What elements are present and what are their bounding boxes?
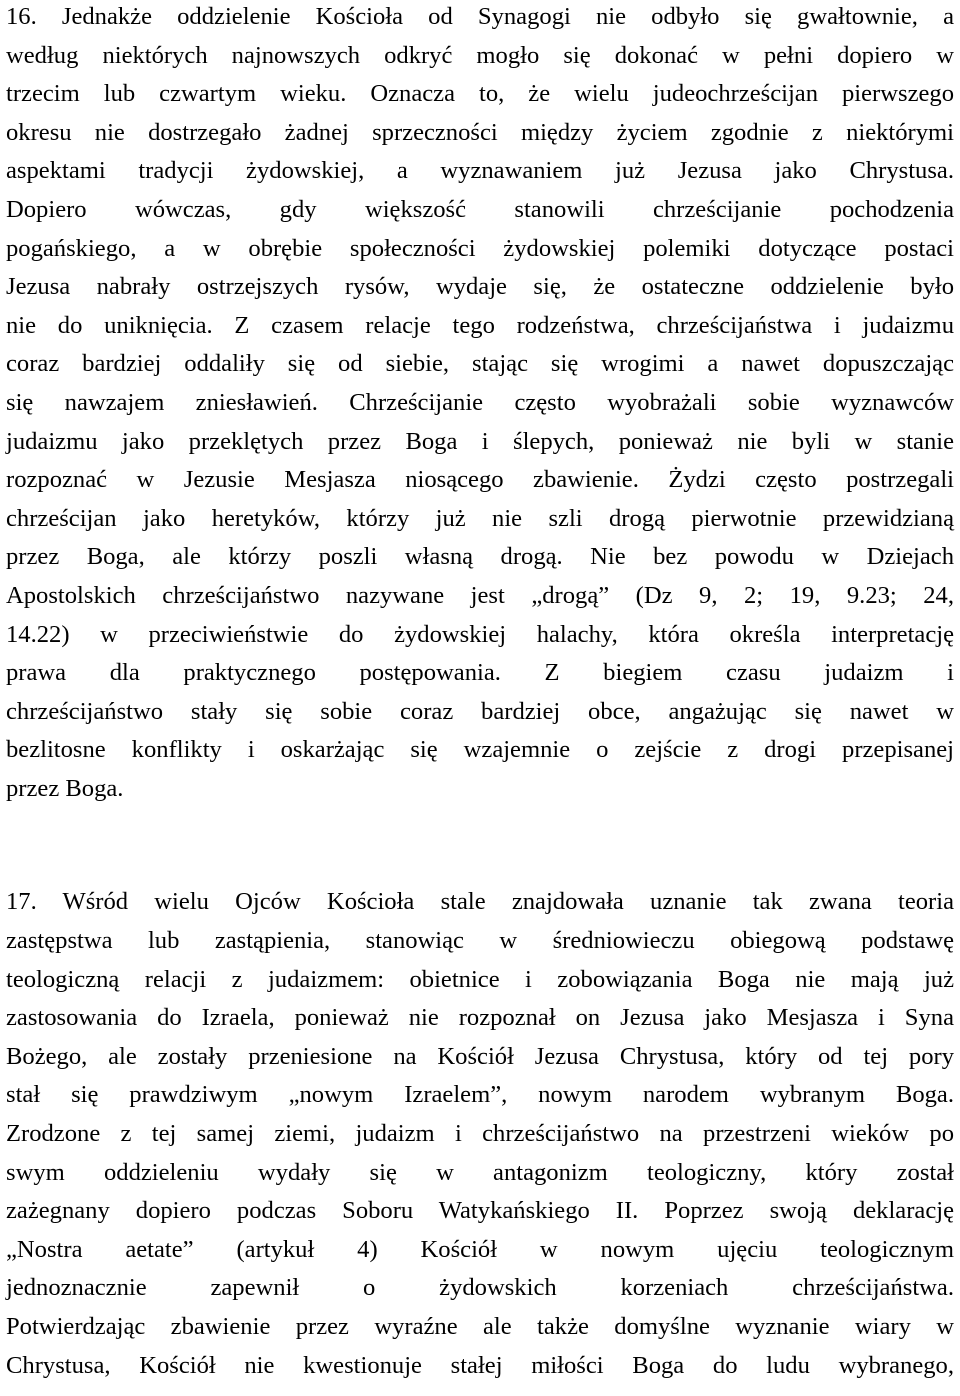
text-line: 14.22) w przeciwieństwie do żydowskiej halachy, która określa interpretację bbox=[6, 620, 954, 648]
text-line: Apostolskich chrześcijaństwo nazywane jest „drogą” (Dz 9, 2; 19, 9.23; 24, bbox=[6, 581, 954, 609]
text-line: teologiczną relacji z judaizmem: obietnice i zobowiązania Boga nie mają już bbox=[6, 965, 954, 993]
text-line: jednoznacznie zapewnił o żydowskich korzeniach chrześcijaństwa. bbox=[6, 1274, 954, 1302]
text-line: Chrystusa, Kościół nie kwestionuje stałej miłości Boga do ludu wybranego, bbox=[6, 1351, 954, 1379]
text-line: „Nostra aetate” (artykuł 4) Kościół w nowym ujęciu teologicznym bbox=[6, 1235, 954, 1263]
text-line: zastępstwa lub zastąpienia, stanowiąc w średniowieczu obiegową podstawę bbox=[6, 927, 954, 955]
text-line: stał się prawdziwym „nowym Izraelem”, nowym narodem wybranym Boga. bbox=[6, 1081, 954, 1109]
text-line: rozpoznać w Jezusie Mesjasza niosącego zbawienie. Żydzi często postrzegali bbox=[6, 466, 954, 494]
text-line: Zrodzone z tej samej ziemi, judaizm i chrześcijaństwo na przestrzeni wieków po bbox=[6, 1120, 954, 1148]
text-line: Potwierdzając zbawienie przez wyraźne ale także domyślne wyznanie wiary w bbox=[6, 1313, 954, 1340]
text-line: swym oddzieleniu wydały się w antagonizm teologiczny, który został bbox=[6, 1158, 954, 1186]
text-line: trzecim lub czwartym wieku. Oznacza to, że wielu judeochrześcijan pierwszego bbox=[6, 80, 954, 108]
text-line: 16. Jednakże oddzielenie Kościoła od Synagogi nie odbyło się gwałtownie, a bbox=[6, 3, 954, 30]
text-line: przez Boga, ale którzy poszli własną drogą. Nie bez powodu w Dziejach bbox=[6, 543, 954, 571]
document-page bbox=[6, 0, 954, 1385]
text-line: Dopiero wówczas, gdy większość stanowili chrześcijanie pochodzenia bbox=[6, 195, 954, 223]
text-line: chrześcijaństwo stały się sobie coraz bardziej obce, angażując się nawet w bbox=[6, 697, 954, 725]
paragraph-16 bbox=[6, 0, 954, 808]
text-line: Jezusa nabrały ostrzejszych rysów, wydaje się, że ostateczne oddzielenie było bbox=[6, 273, 954, 301]
text-line: według niektórych najnowszych odkryć mogło się dokonać w pełni dopiero w bbox=[6, 41, 954, 69]
text-line: prawa dla praktycznego postępowania. Z biegiem czasu judaizm i bbox=[6, 659, 954, 687]
text-line: pogańskiego, a w obrębie społeczności żydowskiej polemiki dotyczące postaci bbox=[6, 234, 954, 262]
text-line: się nawzajem zniesławień. Chrześcijanie często wyobrażali sobie wyznawców bbox=[6, 388, 954, 416]
text-line: przez Boga. bbox=[6, 774, 124, 802]
text-line: judaizmu jako przeklętych przez Boga i ślepych, ponieważ nie byli w stanie bbox=[6, 427, 954, 455]
text-line: bezlitosne konflikty i oskarżając się wzajemnie o zejście z drogi przepisanej bbox=[6, 736, 954, 764]
text-line: aspektami tradycji żydowskiej, a wyznawaniem już Jezusa jako Chrystusa. bbox=[6, 157, 954, 185]
text-line: okresu nie dostrzegało żadnej sprzeczności między życiem zgodnie z niektórymi bbox=[6, 118, 954, 146]
text-line: zastosowania do Izraela, ponieważ nie rozpoznał on Jezusa jako Mesjasza i Syna bbox=[6, 1004, 954, 1032]
text-line: nie do uniknięcia. Z czasem relacje tego rodzeństwa, chrześcijaństwa i judaizmu bbox=[6, 311, 954, 339]
text-line: chrześcijan jako heretyków, którzy już nie szli drogą pierwotnie przewidzianą bbox=[6, 504, 954, 532]
text-line: zażegnany dopiero podczas Soboru Watykańskiego II. Poprzez swoją deklarację bbox=[6, 1197, 954, 1225]
text-line: coraz bardziej oddaliły się od siebie, stając się wrogimi a nawet dopuszczając bbox=[6, 350, 954, 378]
text-line: Bożego, ale zostały przeniesione na Kościół Jezusa Chrystusa, który od tej pory bbox=[6, 1042, 954, 1070]
text-line: 17. Wśród wielu Ojców Kościoła stale znajdowała uznanie tak zwana teoria bbox=[6, 888, 954, 916]
paragraph-17 bbox=[6, 883, 954, 1385]
